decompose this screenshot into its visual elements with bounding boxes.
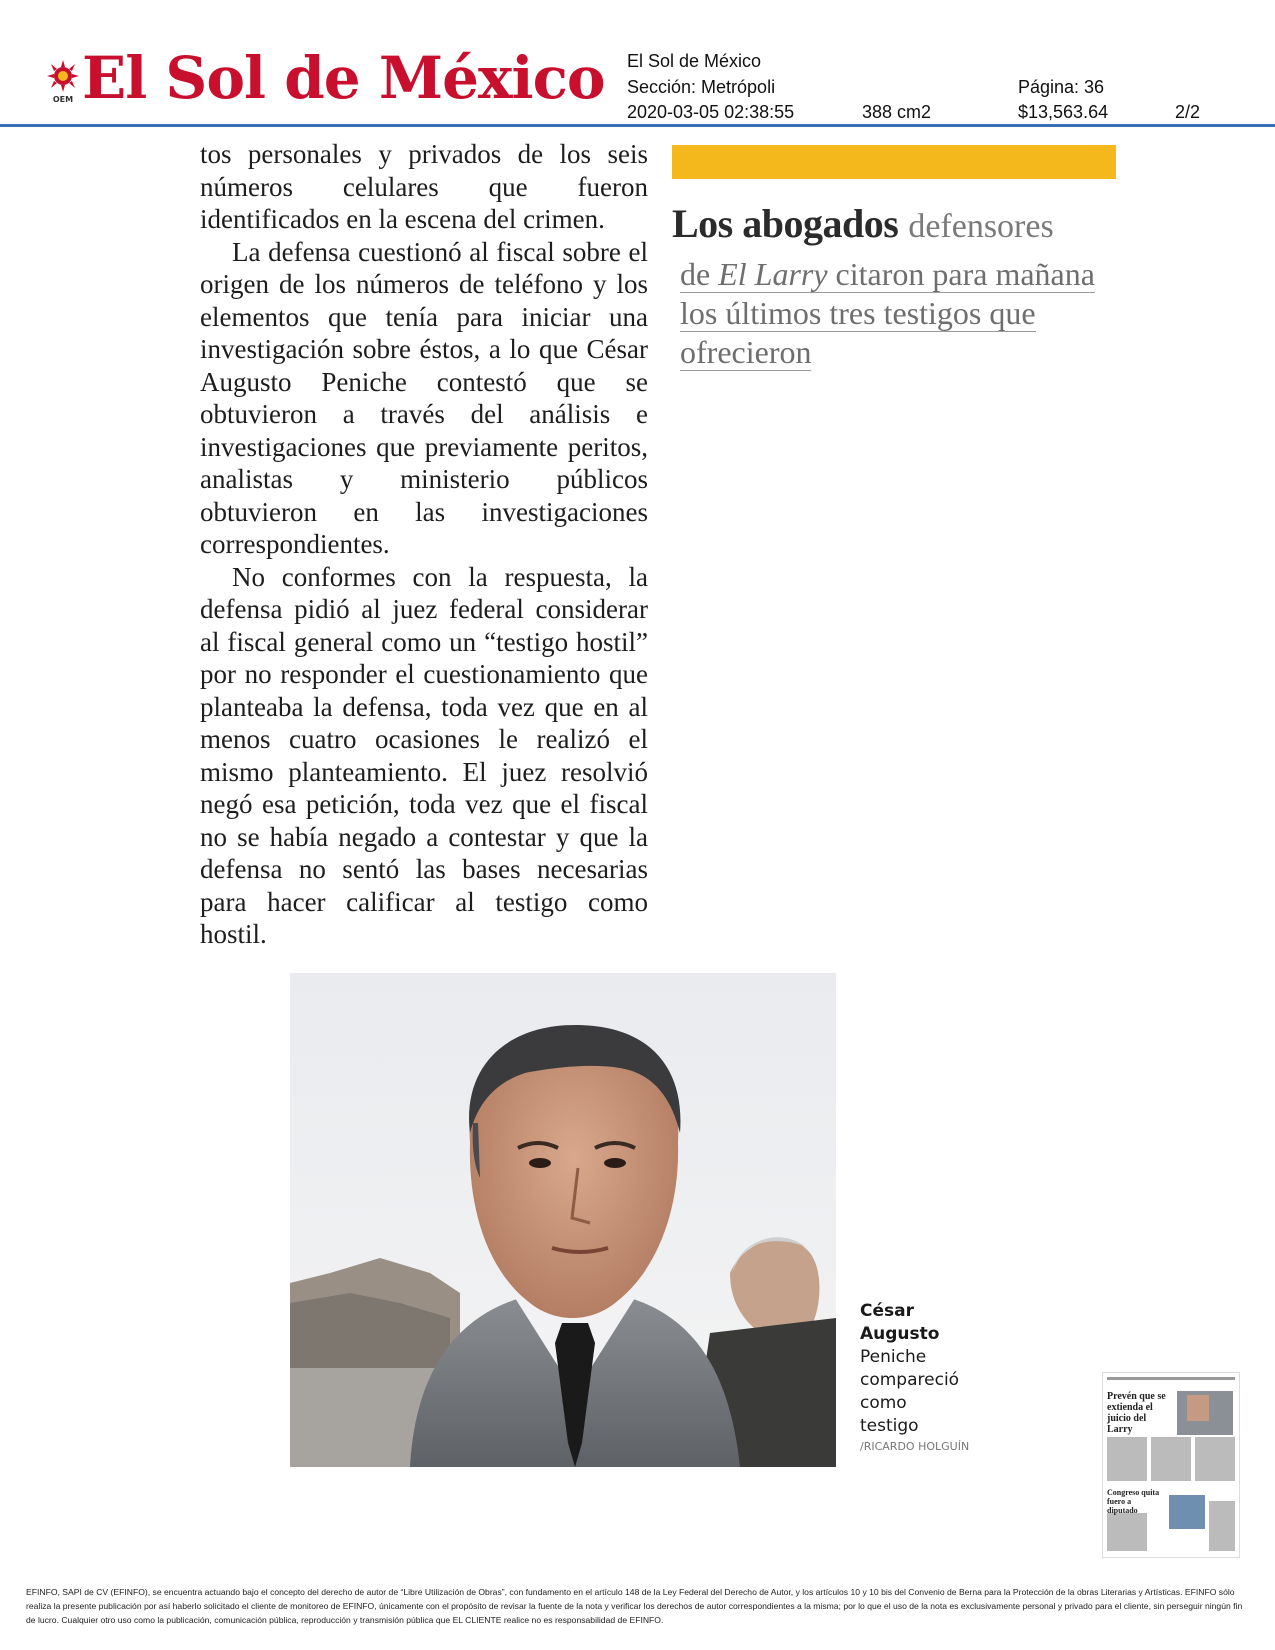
copyright-disclaimer: EFINFO, SAPI de CV (EFINFO), se encuentra actuando bajo el concepto del derecho de autor de “Libre Utilización de Obras”, con fundamento en el artículo 148 de la Ley Federal del Derecho de Autor, y los artículos 10 y 10 bis del Convenio de Berna para la Protección de la obras Literarias y Artísticas. EFINFO sólo realiza la presente publicación por así haberlo solicitado el cliente de monitoreo de EFINFO, únicamente con el propósito de revisar la fuente de la nota y verificar los derechos de autor correspondientes a la misma; por lo que el uso de la nota es exclusivamente personal y privado para el cliente, sin perseguir ningún fin de lucro. Cualquier otro uso como la publicación, comunicación pública, reproducción y transmisión pública que EL CLIENTE realice no es responsabilidad de EFINFO.	[26, 1587, 1243, 1625]
page-count: 2/2	[1175, 102, 1201, 122]
header-divider	[0, 124, 1275, 127]
pullquote-body	[680, 255, 1122, 372]
portrait-photo	[290, 973, 836, 1467]
caption-name: César Augusto	[860, 1301, 940, 1344]
article-paragraph: tos personales y privados de los seis números celulares que fueron identificados en la escena del crimen.	[200, 139, 648, 234]
article-area: 388 cm2	[862, 102, 932, 122]
article-column	[200, 138, 648, 951]
article-photo	[290, 973, 836, 1467]
thumbnail-headline-secondary: Congreso quita fuero a diputado	[1107, 1488, 1160, 1515]
logo-wordmark: El Sol de México	[82, 44, 605, 112]
pullquote-pre: de	[680, 256, 719, 292]
pullquote-lead-soft: defensores	[908, 208, 1054, 245]
publication-name: El Sol de México	[627, 51, 762, 71]
pullquote-italic: El Larry	[718, 256, 828, 292]
article-paragraph: La defensa cuestionó al fiscal sobre el origen de los números de teléfono y los elementos que tenía para iniciar una investigación sobre éstos, a lo que César Augusto Peniche contestó que se obtuvieron a través del análisis e investigaciones que previamente peritos, analistas y ministerio públicos obtuvieron en las investigaciones correspondientes.	[200, 236, 648, 559]
publish-datetime: 2020-03-05 02:38:55	[627, 102, 795, 122]
photo-caption	[860, 1300, 970, 1453]
newspaper-logo	[44, 44, 605, 112]
ad-value: $13,563.64	[1018, 102, 1109, 122]
pullquote-post: citaron para mañana los últimos tres testigos que ofrecieron	[680, 256, 1095, 370]
pullquote-accent-bar	[672, 145, 1116, 179]
sun-emblem-icon	[44, 58, 82, 104]
caption-text: Peniche compareció como testigo	[860, 1347, 960, 1436]
thumbnail-headline: Prevén que se extienda el juicio del Larry	[1107, 1391, 1166, 1435]
svg-text:OEM: OEM	[52, 95, 74, 104]
article-paragraph: No conformes con la respuesta, la defensa pidió al juez federal considerar al fiscal general como un “testigo hostil” por no responder el cuestionamiento que planteaba la defensa, toda vez que en al menos cuatro ocasiones le realizó el mismo planteamiento. El juez resolvió negó esa petición, toda vez que el fiscal no se había negado a contestar y que la defensa no sentó las bases necesarias para hacer calificar al testigo como hostil.	[200, 561, 648, 949]
section-label: Sección: Metrópoli	[627, 77, 776, 97]
pullquote	[672, 200, 1122, 372]
pullquote-lead: Los abogados	[672, 201, 899, 246]
page-thumbnail[interactable]	[1102, 1372, 1240, 1558]
photo-credit: /RICARDO HOLGUÍN	[860, 1440, 970, 1453]
page-number: Página: 36	[1018, 77, 1105, 97]
